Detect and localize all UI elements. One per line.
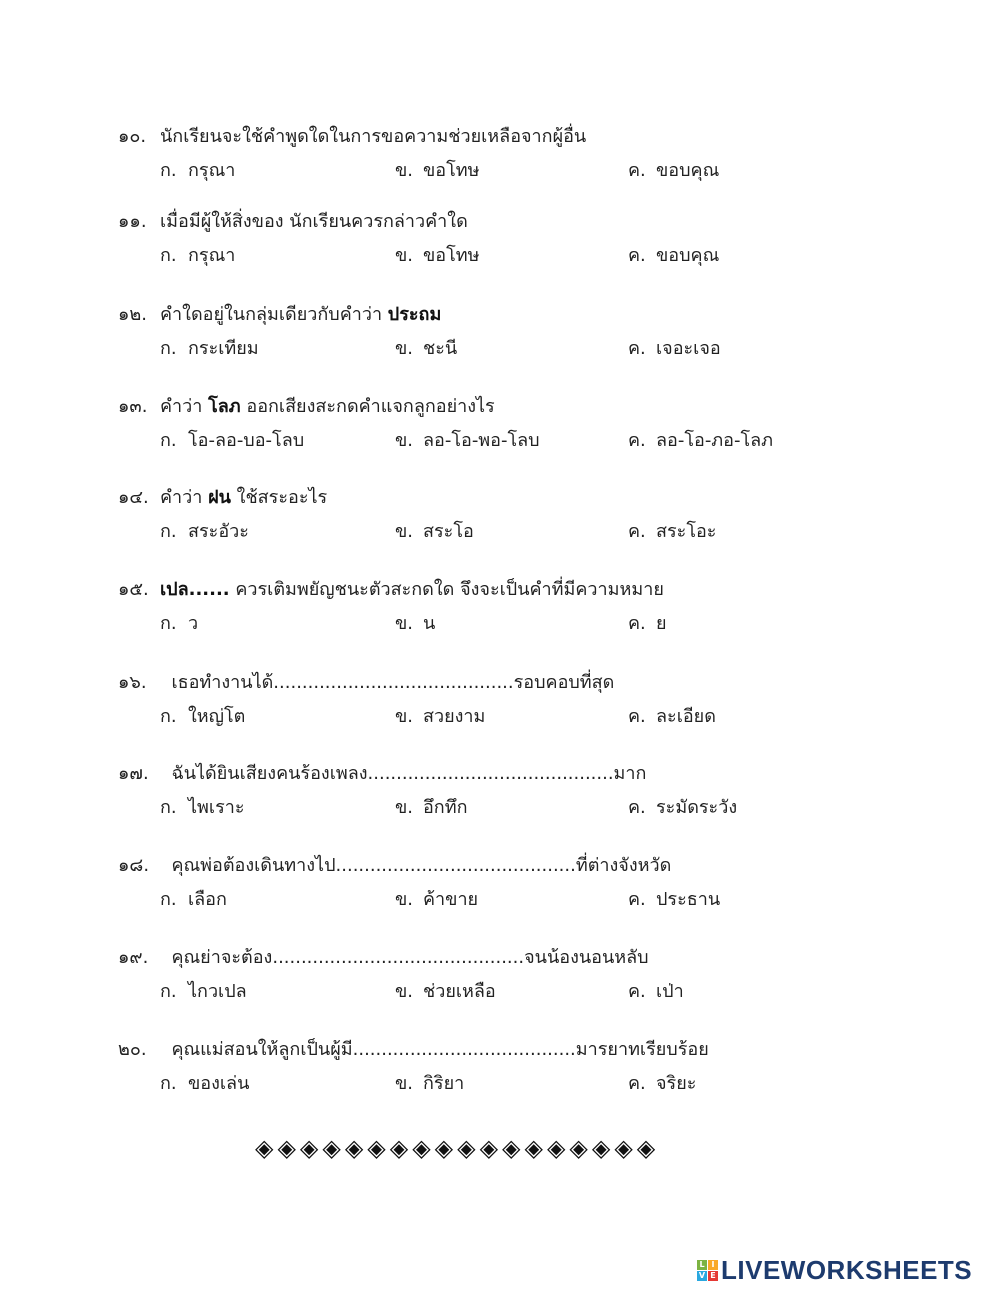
option-text: เจอะเจอ [656,338,721,359]
option-text: กิริยา [423,1073,465,1094]
question-text [118,759,646,789]
question-item [118,759,738,823]
option-text: สระโอะ [656,521,717,542]
answer-option[interactable] [160,977,247,1007]
answer-option[interactable] [160,609,198,639]
question-text [118,943,649,973]
answer-options [118,241,720,271]
option-letter: ข. [395,1073,414,1094]
answer-option[interactable] [628,793,737,823]
question-keyword: โลภ [208,396,241,417]
answer-option[interactable] [628,977,684,1007]
option-text: เป่า [656,981,684,1002]
option-text: ระมัดระวัง [656,797,738,818]
option-text: ขอบคุณ [656,245,720,266]
option-letter: ค. [628,521,646,542]
option-text: ค้าขาย [423,889,479,910]
question-prefix: คำใดอยู่ในกลุ่มเดียวกับคำว่า [160,304,388,325]
question-number: ๑๑. [118,211,147,232]
question-item [118,943,684,1007]
answer-option[interactable] [395,334,457,364]
answer-options [118,885,721,915]
logo-text: LIVEWORKSHEETS [721,1255,973,1285]
option-text: ของเล่น [188,1073,250,1094]
answer-option[interactable] [395,793,467,823]
answer-option[interactable] [628,334,721,364]
answer-options [118,793,738,823]
option-text: ขอโทษ [423,160,480,181]
answer-option[interactable] [160,793,245,823]
option-letter: ก. [160,338,177,359]
answer-option[interactable] [395,702,485,732]
question-item [118,207,720,271]
question-number: ๑๔. [118,487,149,508]
option-letter: ข. [395,338,414,359]
question-item [118,575,667,639]
live-icon [697,1260,718,1281]
answer-option[interactable] [395,426,540,456]
logo-letter: V [698,1271,706,1280]
option-text: ขอโทษ [423,245,480,266]
question-text [118,300,441,330]
option-text: สวยงาม [423,706,486,727]
question-text [118,668,614,698]
option-letter: ค. [628,245,646,266]
option-letter: ก. [160,521,177,542]
option-text: กรุณา [188,245,236,266]
answer-option[interactable] [628,517,716,547]
option-text: อึกทึก [423,797,468,818]
answer-option[interactable] [628,1069,696,1099]
option-letter: ข. [395,521,414,542]
answer-option[interactable] [160,334,259,364]
question-text [118,392,495,422]
option-text: ใหญ่โต [188,706,246,727]
answer-option[interactable] [395,517,474,547]
option-text: ว [188,613,199,634]
question-prefix: เมื่อมีผู้ให้สิ่งของ นักเรียนควรกล่าวคำใด [160,211,468,232]
logo-letter: L [697,1260,707,1270]
answer-option[interactable] [160,702,245,732]
option-letter: ค. [628,981,646,1002]
option-letter: ก. [160,797,177,818]
option-text: กระเทียม [188,338,259,359]
question-suffix: ควรเติมพยัญชนะตัวสะกดใด จึงจะเป็นคำที่มีความหมาย [229,579,664,600]
question-keyword: ฝน [208,487,231,508]
question-item [118,392,774,456]
question-prefix: เธอทำงานได้..........................................รอบคอบที่สุด [160,672,615,693]
answer-options [118,1069,709,1099]
option-letter: ค. [628,338,646,359]
question-text [118,851,671,881]
option-text: กรุณา [188,160,236,181]
option-text: เลือก [188,889,227,910]
option-text: ประธาน [656,889,721,910]
question-prefix: คำว่า [160,396,209,417]
question-item [118,851,721,915]
option-letter: ข. [395,613,414,634]
option-text: โอ-ลอ-บอ-โลบ [188,430,305,451]
question-text [118,122,586,152]
question-item [118,122,720,186]
option-letter: ก. [160,1073,177,1094]
diamond-divider: ◈◈◈◈◈◈◈◈◈◈◈◈◈◈◈◈◈◈ [255,1134,660,1162]
answer-options [118,702,716,732]
answer-option[interactable] [628,609,667,639]
option-text: ลอ-โอ-ภอ-โลภ [656,430,774,451]
answer-options [118,609,667,639]
option-letter: ค. [628,889,646,910]
question-prefix: คำว่า [160,487,209,508]
question-text [118,1035,709,1065]
answer-option[interactable] [395,1069,464,1099]
answer-options [118,517,717,547]
logo-letter: I [708,1260,718,1270]
answer-option[interactable] [628,156,719,186]
question-keyword: เปล...... [160,579,230,600]
question-item [118,1035,709,1099]
answer-option[interactable] [160,1069,249,1099]
question-suffix: ออกเสียงสะกดคำแจกลูกอย่างไร [240,396,495,417]
liveworksheets-logo [697,1255,972,1286]
answer-option[interactable] [160,241,235,271]
answer-options [118,334,721,364]
option-text: ช่วยเหลือ [423,981,496,1002]
option-text: ชะนี [423,338,458,359]
question-prefix: คุณย่าจะต้อง............................................จนน้องนอนหลับ [160,947,649,968]
option-text: ย [656,613,667,634]
logo-letter: E [708,1271,718,1281]
option-text: น [423,613,436,634]
option-letter: ก. [160,706,177,727]
question-text [118,207,468,237]
option-letter: ข. [395,889,414,910]
question-number: ๑๖. [118,672,147,693]
question-suffix: ใช้สระอะไร [230,487,328,508]
answer-option[interactable] [628,702,716,732]
question-number: ๑๒. [118,304,148,325]
option-text: สระอัวะ [188,521,249,542]
question-prefix: นักเรียนจะใช้คำพูดใดในการขอความช่วยเหลือจากผู้อื่น [160,126,587,147]
option-letter: ก. [160,613,177,634]
answer-option[interactable] [628,241,719,271]
option-letter: ค. [628,613,646,634]
option-letter: ข. [395,430,414,451]
answer-option[interactable] [395,609,435,639]
answer-option[interactable] [395,885,478,915]
answer-option[interactable] [628,426,773,456]
answer-option[interactable] [395,241,480,271]
option-letter: ค. [628,706,646,727]
option-letter: ค. [628,160,646,181]
answer-option[interactable] [160,517,249,547]
option-letter: ก. [160,430,177,451]
question-item [118,668,716,732]
answer-option[interactable] [395,156,480,186]
option-letter: ค. [628,430,646,451]
option-letter: ข. [395,981,414,1002]
question-number: ๑๗. [118,763,149,784]
option-text: จริยะ [656,1073,697,1094]
question-number: ๑๓. [118,396,148,417]
question-number: ๑๐. [118,126,147,147]
option-letter: ข. [395,706,414,727]
option-letter: ค. [628,797,646,818]
option-text: ไพเราะ [188,797,245,818]
answer-option[interactable] [160,426,304,456]
option-letter: ก. [160,245,177,266]
question-prefix: คุณแม่สอนให้ลูกเป็นผู้มี.......................................มารยาทเรียบร้อย [160,1039,709,1060]
answer-option[interactable] [160,156,235,186]
answer-option[interactable] [160,885,227,915]
question-item [118,483,717,547]
option-letter: ก. [160,160,177,181]
answer-options [118,426,774,456]
option-text: ละเอียด [656,706,716,727]
question-item [118,300,721,364]
question-number: ๒๐. [118,1039,147,1060]
question-text [118,483,327,513]
option-text: ลอ-โอ-พอ-โลบ [423,430,540,451]
question-text [118,575,664,605]
question-number: ๑๕. [118,579,149,600]
answer-option[interactable] [628,885,720,915]
option-letter: ก. [160,889,177,910]
option-text: ขอบคุณ [656,160,720,181]
option-text: สระโอ [423,521,474,542]
option-letter: ข. [395,245,414,266]
option-letter: ค. [628,1073,646,1094]
question-number: ๑๙. [118,947,149,968]
option-text: ไกวเปล [188,981,247,1002]
option-letter: ข. [395,160,414,181]
option-letter: ข. [395,797,414,818]
answer-option[interactable] [395,977,496,1007]
question-keyword: ประถม [387,304,442,325]
answer-options [118,156,720,186]
question-prefix: ฉันได้ยินเสียงคนร้องเพลง...........................................มาก [160,763,647,784]
question-prefix: คุณพ่อต้องเดินทางไป..........................................ที่ต่างจังหวัด [160,855,672,876]
answer-options [118,977,684,1007]
question-number: ๑๘. [118,855,150,876]
option-letter: ก. [160,981,177,1002]
